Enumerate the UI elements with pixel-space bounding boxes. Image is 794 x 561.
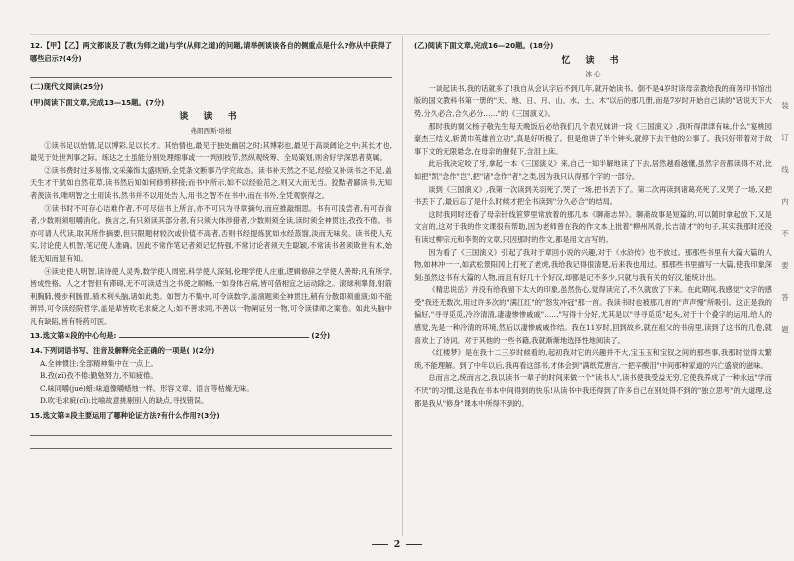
binding-margin-notice (780, 90, 790, 346)
section-modern-reading: (二)现代文阅读(25分) (30, 82, 104, 92)
option-a[interactable]: A.全神惯注:全部精神集中在一点上。 (40, 358, 158, 368)
paragraph: 一谈起读书,我的话就多了!我自从会认字后不到几年,就开始读书。倒不是4岁时读母亲教给我的商务印书馆出版的国文教科书第一册的"天、地、日、月、山、水、土、木"以后的那几册,而是7岁时开始自己读的"话说天下大势,分久必合,合久必分……"的《三国演义》。 (414, 83, 772, 118)
paragraph: 此后我决定咬了牙,拿起一本《三国演义》来,自己一知半解地读了下去,居然越看越懂,虽然字音都读得不对,比如把"凯"念作"岂",把"诸"念作"者"之类,因为我只认得那个字的一部分。 (414, 159, 772, 181)
top-rule (30, 34, 770, 35)
rail-char: 答 (781, 293, 789, 302)
paragraph: 那时我的舅父杨子敬先生每天晚饭后必给我们几个表兄妹讲一段《三国演义》,我听得津津有味,什么"宴桃园豪杰三结义,斩黄巾英雄首立功",真是好听极了。但是他讲了半个钟头,就停下去干他的公事了。我只好带着对于故事下文的无限悬念,在母亲的催促下,含泪上床。 (414, 121, 772, 156)
column-divider (402, 36, 403, 536)
rail-char: 装 (781, 101, 789, 110)
part-a-heading: (甲)阅读下面文章,完成13—15题。(7分) (30, 97, 165, 107)
paragraph: 这时我同时还看了母亲针线笸箩里常放着的那几本《聊斋志异》。聊斋故事是短篇的,可以随时拿起放下,又是文言的,这对于我的作文课很有帮助,因为老师曾在我的作文本上批着"柳州风骨,长吉清才"的句子,其实我那时还没有读过柳宗元和李贺的文章,只因那时的作文,都是用文言写的。 (414, 209, 772, 244)
article-author-b: 冰 心 (585, 70, 601, 79)
answer-line[interactable] (30, 424, 392, 436)
option-c[interactable]: C.味同嚼(jué)蜡:味道像嚼蜡烛一样。形容文章、语言等枯燥无味。 (40, 383, 254, 393)
paragraph: 《红楼梦》是在我十二三岁时候看的,起初我对它的兴趣并不大,宝玉玉和宝钗之间的那些事,我那时觉得太繁琐,不能理解。到了中年以后,我再看这部书,才体会到"满纸荒唐言,一把辛酸泪"中间那种家道的兴亡盛衰的滋味。 (414, 348, 772, 370)
answer-line[interactable] (30, 437, 392, 449)
rail-char: 线 (781, 165, 789, 174)
rail-char: 不 (781, 229, 789, 238)
right-column (414, 40, 772, 410)
option-b[interactable]: B.孜(zī)孜不倦:勤勉努力,不知疲倦。 (40, 371, 158, 381)
question-13-blank[interactable] (119, 337, 309, 338)
article-title-a: 谈 读 书 (179, 112, 243, 123)
question-12: 12.【甲】【乙】两文都谈及了教(为师之道)与学(从师之道)的问题,请举例谈谈各自的侧重点是什么?你从中获得了哪些启示?(4分) (30, 41, 392, 63)
part-b-heading: (乙)阅读下面文章,完成16—20题。(18分) (414, 41, 554, 50)
rail-char: 题 (781, 325, 789, 334)
option-d[interactable]: D.吹毛求疵(cī):比喻故意挑剔别人的缺点,寻找错误。 (40, 396, 209, 406)
paragraph: ①读书足以怡情,足以博彩,足以长才。其怡情也,最见于独处幽居之时;其博彩也,最见于高谈阔论之中;其长才也,最见于处世判事之际。练达之士虽能分别处理细事或一一判别枝节,然纵观统筹、全局策划,则舍好学深思者莫属。 (30, 140, 392, 163)
paragraph: 因为看了《三国演义》引起了我对于章回小说的兴趣,对于《水浒传》也不放过。那那些书里有大篇大篇的人物,如林冲一一,如武松景阳冈上打死了老虎,我给我记得很清楚,后来我也用过。那那些书里描写一大篇,使我印象深刻;虽然这书有大篇的人物,而且有好几十个好汉,却都是记不多少,只就与我有关的好汉,能统计出。 (414, 247, 772, 282)
question-15: 15.选文第②段主要运用了哪种论证方法?有什么作用?(3分) (30, 411, 220, 421)
question-13 (30, 330, 392, 343)
article-author-a: 弗朗西斯·培根 (190, 126, 232, 135)
rail-char: 订 (781, 133, 789, 142)
rail-char: 内 (781, 197, 789, 206)
question-14: 14.下列词语书写、注音及解释完全正确的一项是( )(2分) (30, 346, 215, 356)
paragraph: ③读书时不可存心诘难作者,不可尽信书上所言,亦不可只为寻章摘句,而应推敲细思。书有可浅尝者,有可吞食者,少数则须咀嚼消化。换言之,有只须读其部分者,有只须大体涉猎者,少数则须全读,读时须全神贯注,孜孜不倦。书亦可请人代读,取其所作摘要,但只限题材较次或价值不高者,否则书经提炼犹如水经蒸馏,淡而无味矣。读书使人充实,讨论使人机智,笔记使人准确。因此不常作笔记者须记忆特强,不常讨论者须天生聪颖,不常读书者须欺世有术,始能无知而显有知。 (30, 203, 392, 263)
left-column (30, 40, 392, 450)
page-number: 2 (0, 540, 794, 550)
paragraph: ④读史使人明智,读诗使人灵秀,数学使人周密,科学使人深刻,伦理学使人庄重,逻辑修辞之学使人善辩;凡有所学,皆成性格。人之才智但有滞碍,无不可读适当之书使之顺畅,一如身体百病,皆可借相宜之运动除之。滚球利睾肾,射箭利胸肺,慢步利肠胃,骑术利头脑,诸如此类。如智力不集中,可令读数学,盖演题须全神贯注,稍有分散即须重演;如不能辨异,可令读经院哲学,盖是辈皆吹毛求疵之人;如不善求同,不善以一物阐证另一物,可令读律师之案卷。如此头脑中凡有缺陷,皆有特药可医。 (30, 266, 392, 326)
rail-char: 要 (781, 261, 789, 270)
question-13-text: 13.选文第①段的中心句是: (30, 331, 117, 341)
paragraph: 总而言之,统而言之,我以读书一辈子的时间来做一个"读书人",读书使我受益无穷,它使我养成了一种永远"学而不厌"的习惯,这是我在书本中间得到的快乐!从读书中我还得到了许多自己在别处得不到的"独立思考"的大道理,这都是我从"修身"课本中所得不到的。 (414, 373, 772, 408)
paragraph: 《精忠说岳》并没有给我留下太大的印象,虽然伤心,觉得读完了,不久就放了下来。在此期间,我感觉"文字的感受"我还无数次,用过许多次的"满江红"的"怒发冲冠"那一首。我读书时也被那几首的"声声慢"所吸引。这正是我的偏好,"寻寻觅觅,冷冷清清,凄凄惨惨戚戚"……"写得十分好,尤其是以"寻寻觅觅"起头,对于十个叠字的运用,给人的感觉,先是一种冷清的环境,然后以凄惨戚戚作结。我在11岁时,回到故乡,就在祖父的书房里,读到了这书的几卷,就喜欢上了诗词。对于其他的一些书籍,我就渐渐地选择性地阅读了。 (414, 285, 772, 345)
paragraph: ②读书费时过多易惰,文采藻饰太盛则矫,全凭条文断事乃学究故态。读书补天然之不足,经验又补读书之不足,盖天生才干犹如自然花草,读书然后知如何修剪移接;而书中所示,如不以经验范之,则又大而无当。狡黠者鄙读书,无知者羡读书,唯明智之士用读书,然书并不以用处告人,用书之智不在书中,而在书外,全凭观察得之。 (30, 165, 392, 200)
paragraph: 谈到《三国演义》,我第一次读到关羽死了,哭了一场,把书丢下了。第二次再读到诸葛亮死了,又哭了一场,又把书丢下了,最后忘了是什么时候才把全书读到"分久必合"的结局。 (414, 184, 772, 207)
article-title-b: 忆 读 书 (561, 55, 625, 66)
question-14-options (30, 358, 392, 408)
answer-line[interactable] (30, 66, 392, 78)
question-13-score: (2分) (311, 331, 331, 341)
